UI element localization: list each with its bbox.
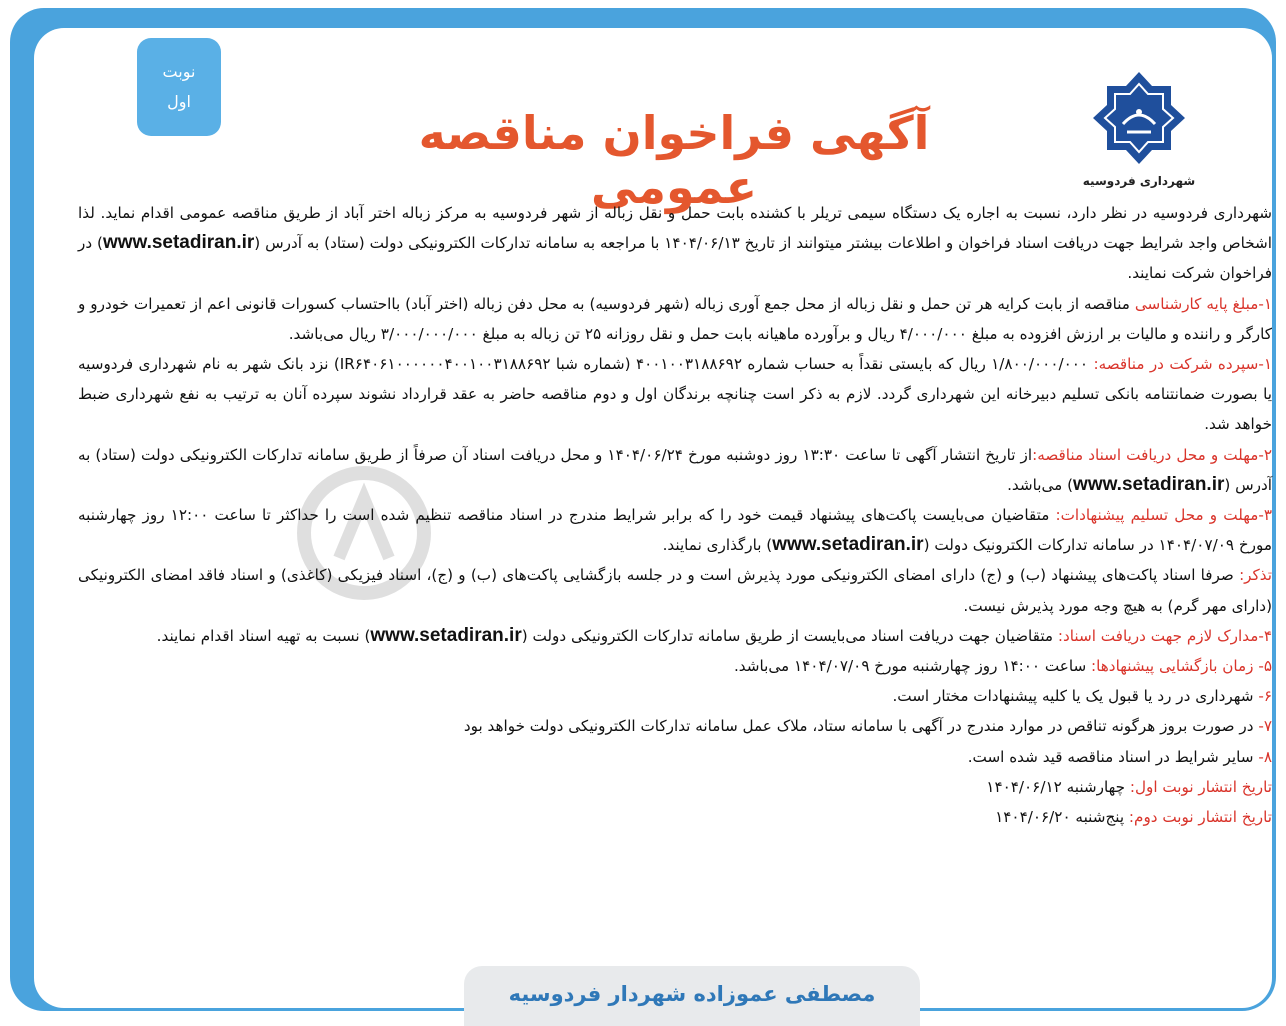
item-submission-deadline: ۳-مهلت و محل تسلیم پیشنهادات: متقاضیان می‌بایست پاکت‌های پیشنهاد قیمت خود را که برابر شرایط مندرج در اسناد مناقصه تنظیم شده است را حداکثر تا ساعت ۱۲:۰۰ روز چهارشنبه مورخ ۱۴۰۴/۰۷/۰۹ در سامانه تدارکات الکترونیک دولت (www.setadiran.ir) بارگذاری نمایند. xyxy=(78,506,1273,556)
announcement-body xyxy=(78,198,1272,832)
edition-badge xyxy=(137,38,221,136)
logo-emblem-icon xyxy=(1089,68,1189,168)
item-base-price: ۱-مبلغ پایه کارشناسی مناقصه از بابت کرایه هر تن حمل و نقل زباله از محل جمع آوری زباله (شهر فردوسیه) به محل دفن زباله (اختر آباد) بااحتساب کسورات قانونی اعم از تعمیرات خودرو و کارگر و راننده و مالیات بر ارزش افزوده به مبلغ ۴/۰۰۰/۰۰۰ ریال و برآورده ماهیانه بابت حمل و نقل روزانه ۲۵ تن زباله به مبلغ ۳/۰۰۰/۰۰۰/۰۰۰ ریال می‌باشد. xyxy=(78,294,1272,343)
item-rights: ۶- شهرداری در رد یا قبول یک یا کلیه پیشنهادات مختار است. xyxy=(892,687,1272,706)
item-required-docs: ۴-مدارک لازم جهت دریافت اسناد: متقاضیان جهت دریافت اسناد می‌بایست از طریق سامانه تدارکات الکترونیکی دولت (www.setadiran.ir) نسبت به تهیه اسناد اقدام نمایند. xyxy=(156,624,1272,646)
logo-caption: شهرداری فردوسیه xyxy=(1082,174,1196,188)
page-frame xyxy=(10,8,1276,1011)
doc-url-link[interactable]: www.setadiran.ir xyxy=(1073,473,1225,495)
item-doc-deadline: ۲-مهلت و محل دریافت اسناد مناقصه:از تاریخ انتشار آگهی تا ساعت ۱۳:۳۰ روز دوشنبه مورخ ۱۴۰۴/۰۶/۲۴ و محل دریافت اسناد آن صرفاً از طریق سامانه تدارکات الکترونیکی دولت (ستاد) به آدرس (www.setadiran.ir) می‌باشد. xyxy=(78,445,1272,495)
first-publish-date: تاریخ انتشار نوبت اول: چهارشنبه ۱۴۰۴/۰۶/۱۲ xyxy=(986,777,1272,796)
intro-paragraph: شهرداری فردوسیه در نظر دارد، نسبت به اجاره یک دستگاه سیمی تریلر با کشنده بابت حمل و نقل زباله از شهر فردوسیه به مرکز زباله اختر آباد از طریق مناقصه عمومی اقدام نماید. لذا اشخاص واجد شرایط جهت دریافت اسناد فراخوان و اطلاعات بیشتر میتوانند از تاریخ ۱۴۰۴/۰۶/۱۳ با مراجعه به سامانه تدارکات الکترونیکی دولت (ستاد) به آدرس (www.setadiran.ir) در فراخوان شرکت نمایند. xyxy=(78,204,1272,283)
intro-url-link[interactable]: www.setadiran.ir xyxy=(102,232,255,254)
badge-line-2: اول xyxy=(167,92,191,111)
docs-url-link[interactable]: www.setadiran.ir xyxy=(370,624,522,646)
item-deposit: ۱-سپرده شرکت در مناقصه: ۱/۸۰۰/۰۰۰/۰۰۰ ریال که بایستی نقداً به حساب شماره ۴۰۰۱۰۰۳۱۸۸۶۹۲ (شماره شبا IR۶۴۰۶۱۰۰۰۰۰۰۴۰۰۱۰۰۳۱۸۸۶۹۲) نزد بانک شهر به نام شهرداری فردوسیه یا بصورت ضمانتنامه بانکی تسلیم دبیرخانه این شهرداری گردد. لازم به ذکر است چنانچه برندگان اول و دوم مناقصه حاضر به عقد قرارداد نشوند سپرده آنان به ترتیب به نفع شهرداری ضبط خواهد شد. xyxy=(78,355,1272,434)
badge-line-1: نوبت xyxy=(162,62,196,81)
mayor-signature: مصطفی عموزاده شهردار فردوسیه xyxy=(464,966,920,1026)
content-panel xyxy=(34,28,1272,1008)
municipality-logo xyxy=(1072,68,1206,198)
page-title: آگهی فراخوان مناقصه عمومی xyxy=(418,106,930,214)
item-note: تذکر: صرفا اسناد پاکت‌های پیشنهاد (ب) و (ج) دارای امضای الکترونیکی مورد پذیرش است و در جلسه بازگشایی پاکت‌های (ب) و (ج)، اسناد فیزیکی (کاغذی) و اسناد فاقد امضای الکترونیکی (دارای مهر گرم) به هیچ وجه مورد پذیرش نیست. xyxy=(78,566,1272,615)
item-opening-time: ۵- زمان بازگشایی پیشنهادها: ساعت ۱۴:۰۰ روز چهارشنبه مورخ ۱۴۰۴/۰۷/۰۹ می‌باشد. xyxy=(733,657,1272,676)
submission-url-link[interactable]: www.setadiran.ir xyxy=(772,534,924,556)
item-other-terms: ۸- سایر شرایط در اسناد مناقصه قید شده است. xyxy=(967,747,1272,766)
item-conflict: ۷- در صورت بروز هرگونه تناقص در موارد مندرج در آگهی با سامانه ستاد، ملاک عمل سامانه تدارکات الکترونیکی دولت خواهد بود xyxy=(463,717,1272,736)
second-publish-date: تاریخ انتشار نوبت دوم: پنج‌شنبه ۱۴۰۴/۰۶/۲۰ xyxy=(995,808,1272,827)
